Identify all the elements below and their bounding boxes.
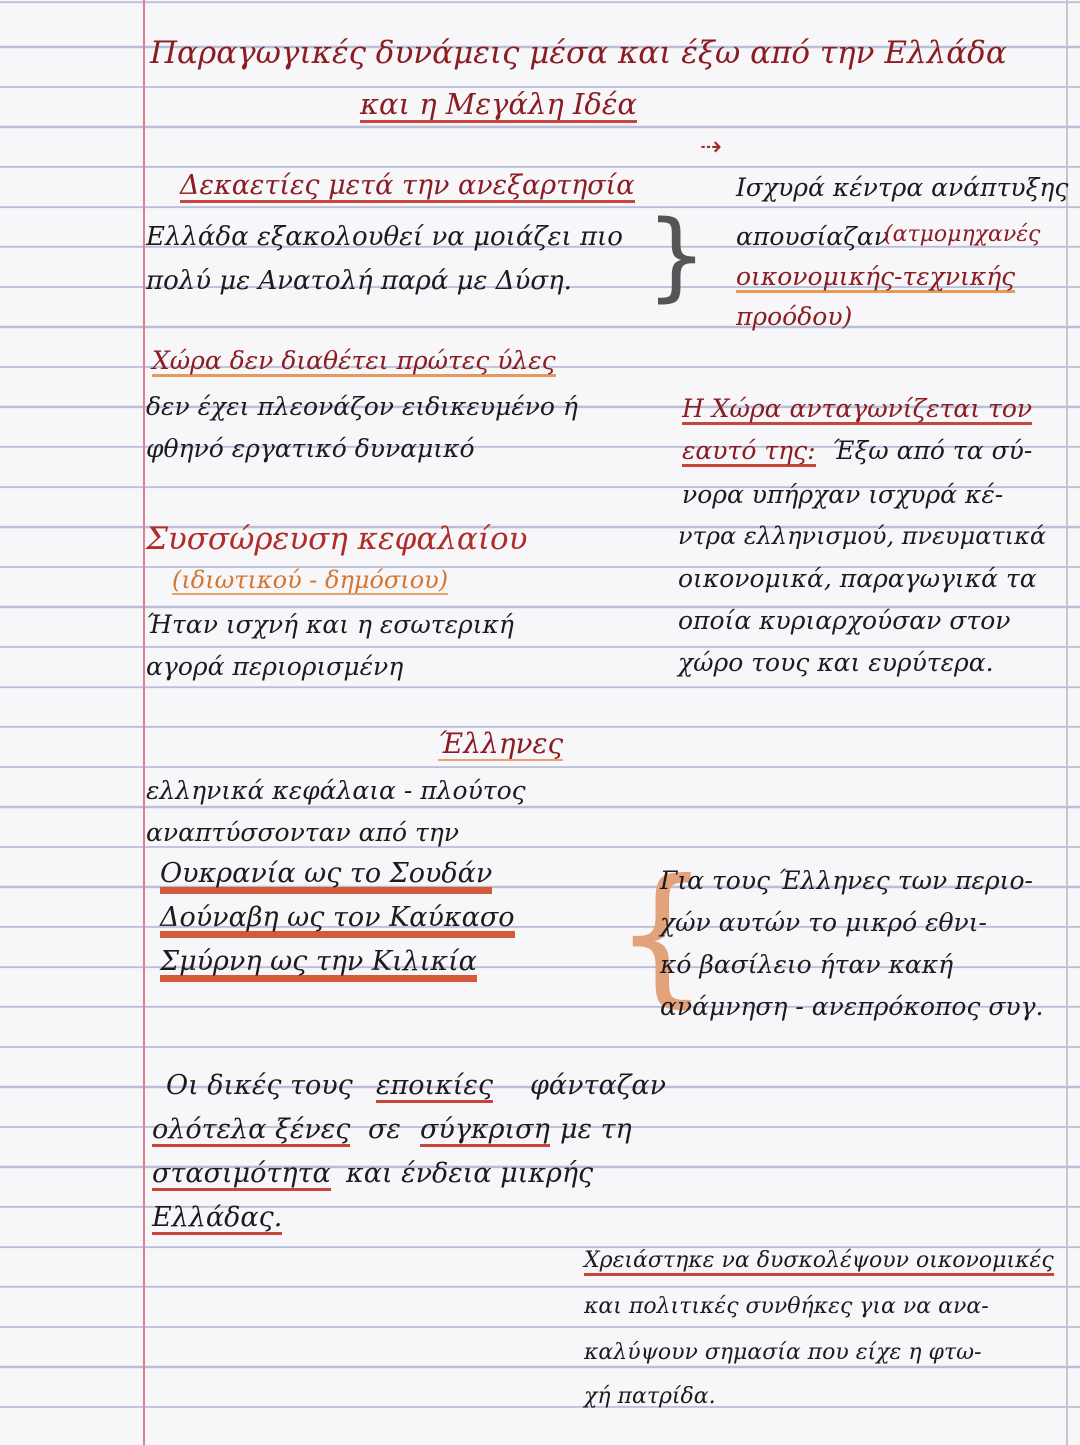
side3-line-3: κό βασίλειο ήταν κακή bbox=[660, 950, 954, 979]
section5-line-3b: και ένδεια μικρής bbox=[346, 1158, 594, 1189]
section5-line-2a: ολότελα ξένες bbox=[152, 1114, 351, 1145]
section5-line-2d: με τη bbox=[560, 1114, 632, 1145]
side2-line-4: ντρα ελληνισμού, πνευματικά bbox=[678, 522, 1047, 550]
section2-heading: Χώρα δεν διαθέτει πρώτες ύλες bbox=[152, 346, 556, 375]
section4-line-3: Ουκρανία ως το Σουδάν bbox=[160, 860, 492, 894]
section5-line-1a: Οι δικές τους bbox=[166, 1070, 353, 1101]
arrow-icon: ⇢ bbox=[700, 132, 722, 162]
side2-line-6: οποία κυριαρχούσαν στον bbox=[678, 606, 1011, 635]
side3-line-2: χών αυτών το μικρό εθνι- bbox=[660, 908, 988, 937]
section2-line-1: δεν έχει πλεονάζον ειδικευμένο ή bbox=[146, 392, 578, 421]
section5-line-2b: σε bbox=[368, 1114, 401, 1145]
section5-line-4: Ελλάδας. bbox=[152, 1202, 283, 1233]
side1-line-1: Ισχυρά κέντρα ανάπτυξης bbox=[736, 173, 1069, 202]
side2-line-3: νορα υπήρχαν ισχυρά κέ- bbox=[682, 480, 1004, 509]
section5-line-2c: σύγκριση bbox=[420, 1114, 550, 1145]
section3-subheading: (ιδιωτικού - δημόσιου) bbox=[172, 566, 449, 594]
side2-line-2b: Έξω από τα σύ- bbox=[832, 436, 1033, 465]
side3-line-1: Για τους Έλληνες των περιο- bbox=[660, 866, 1033, 895]
side1-line-4: προόδου) bbox=[736, 302, 853, 331]
section4-line-2: αναπτύσσονταν από την bbox=[146, 818, 459, 847]
page-edge bbox=[1066, 0, 1068, 1445]
side2-line-1: Η Χώρα ανταγωνίζεται τον bbox=[682, 394, 1033, 423]
section4-line-1: ελληνικά κεφάλαια - πλούτος bbox=[146, 776, 526, 805]
section3-line-1: Ήταν ισχνή και η εσωτερική bbox=[146, 610, 514, 639]
section3-heading: Συσσώρευση κεφαλαίου bbox=[146, 521, 528, 557]
side1-line-2a: απουσίαζαν bbox=[736, 222, 889, 251]
section5-line-1c: φάνταζαν bbox=[530, 1070, 667, 1101]
section1-line-2: πολύ με Ανατολή παρά με Δύση. bbox=[146, 266, 572, 296]
section4-line-5: Σμύρνη ως την Κιλικία bbox=[160, 948, 477, 982]
brace-icon: } bbox=[646, 200, 708, 312]
section6-line-2: και πολιτικές συνθήκες για να ανα- bbox=[584, 1294, 989, 1319]
section1-heading: Δεκαετίες μετά την ανεξαρτησία bbox=[180, 170, 635, 201]
section5-line-3a: στασιμότητα bbox=[152, 1158, 331, 1189]
left-brace-icon: { bbox=[614, 848, 710, 1022]
section4-heading: Έλληνες bbox=[438, 727, 564, 760]
title-line-1: Παραγωγικές δυνάμεις μέσα και έξω από την Ελλάδα bbox=[150, 35, 1007, 71]
side3-line-4: ανάμνηση - ανεπρόκοπος συγ. bbox=[660, 992, 1044, 1021]
side2-line-5: οικονομικά, παραγωγικά τα bbox=[678, 564, 1037, 593]
title-line-2: και η Μεγάλη Ιδέα bbox=[360, 87, 637, 121]
section5-line-1b: εποικίες bbox=[376, 1070, 493, 1101]
section6-line-4: χή πατρίδα. bbox=[584, 1384, 716, 1409]
section4-line-4: Δούναβη ως τον Καύκασο bbox=[160, 904, 515, 938]
section2-line-2: φθηνό εργατικό δυναμικό bbox=[146, 434, 475, 463]
side1-line-3: οικονομικής-τεχνικής bbox=[736, 262, 1016, 291]
side1-line-2b: (ατμομηχανές bbox=[884, 222, 1041, 247]
section6-line-3: καλύψουν σημασία που είχε η φτω- bbox=[584, 1340, 982, 1365]
side2-line-2a: εαυτό της: bbox=[682, 436, 816, 465]
side2-line-7: χώρο τους και ευρύτερα. bbox=[678, 648, 994, 677]
section6-line-1: Χρειάστηκε να δυσκολέψουν οικονομικές bbox=[584, 1250, 1054, 1276]
section3-line-2: αγορά περιορισμένη bbox=[146, 652, 404, 681]
margin-line bbox=[143, 0, 145, 1445]
section1-line-1: Ελλάδα εξακολουθεί να μοιάζει πιο bbox=[146, 222, 623, 252]
